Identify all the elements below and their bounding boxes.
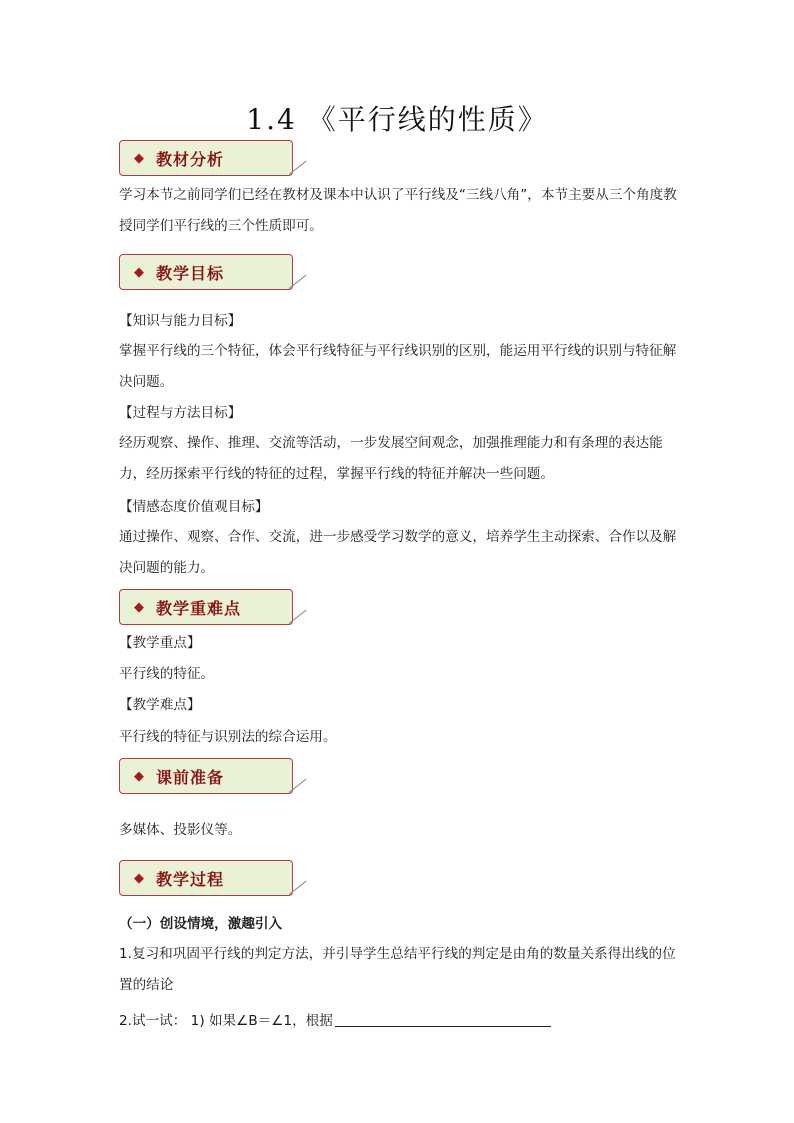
- process-goal-text: 经历观察、操作、推理、交流等活动，一步发展空间观念，加强推理能力和有条理的表达能力，经历探索平行线的特征的过程，掌握平行线的特征并解决一些问题。: [119, 435, 663, 482]
- process-item-1: 1.复习和巩固平行线的判定方法，并引导学生总结平行线的判定是由角的数量关系得出线的位置的结论: [119, 946, 676, 993]
- step1-heading: （一）创设情境，激趣引入: [119, 916, 283, 932]
- section-box: [119, 758, 293, 794]
- emotion-goal-heading: 【情感态度价值观目标】: [119, 499, 269, 515]
- section-label: 教材分析: [156, 149, 225, 169]
- section-label: 教学重难点: [156, 598, 242, 618]
- focus-heading: 【教学重点】: [119, 635, 201, 651]
- section-box: [119, 140, 293, 176]
- diamond-bullet-icon: ◆: [134, 150, 144, 166]
- difficulty-heading: 【教学难点】: [119, 697, 201, 713]
- process-item-2-text: 2.试一试： 1) 如果∠B＝∠1，根据: [119, 1013, 333, 1029]
- section-box: [119, 254, 293, 290]
- diamond-bullet-icon: ◆: [134, 264, 144, 280]
- section-header-analysis: [119, 140, 309, 180]
- section-header-process: [119, 860, 309, 900]
- process-item-2: [119, 1011, 551, 1031]
- section-label: 教学过程: [156, 869, 225, 889]
- analysis-paragraph: 学习本节之前同学们已经在教材及课本中认识了平行线及“三线八角”，本节主要从三个角度教授同学们平行线的三个性质即可。: [119, 187, 677, 234]
- document-title: 1.4 《平行线的性质》: [246, 103, 548, 136]
- section-label: 教学目标: [156, 263, 225, 283]
- process-goal-heading: 【过程与方法目标】: [119, 405, 242, 421]
- difficulty-text: 平行线的特征与识别法的综合运用。: [119, 729, 337, 745]
- diamond-bullet-icon: ◆: [134, 768, 144, 784]
- section-header-keypoints: [119, 589, 309, 629]
- knowledge-goal-heading: 【知识与能力目标】: [119, 313, 242, 329]
- section-box: [119, 589, 293, 625]
- emotion-goal-text: 通过操作、观察、合作、交流，进一步感受学习数学的意义，培养学生主动探索、合作以及解决问题的能力。: [119, 529, 677, 576]
- section-label: 课前准备: [156, 767, 225, 787]
- fill-in-blank: [335, 1012, 551, 1027]
- focus-text: 平行线的特征。: [119, 666, 215, 682]
- prep-text: 多媒体、投影仪等。: [119, 822, 242, 838]
- knowledge-goal-text: 掌握平行线的三个特征，体会平行线特征与平行线识别的区别，能运用平行线的识别与特征解决问题。: [119, 343, 677, 390]
- section-header-goals: [119, 254, 309, 294]
- diamond-bullet-icon: ◆: [134, 870, 144, 886]
- section-box: [119, 860, 293, 896]
- diamond-bullet-icon: ◆: [134, 599, 144, 615]
- section-header-prep: [119, 758, 309, 798]
